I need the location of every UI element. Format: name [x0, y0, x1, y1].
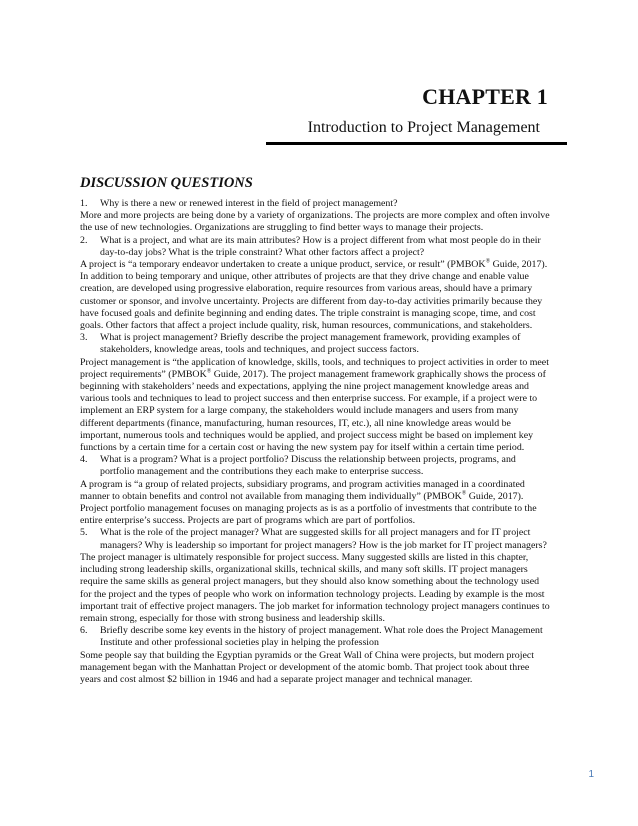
registered-mark: ®: [461, 490, 467, 497]
answer-6: [80, 650, 550, 687]
question-text: What is a program? What is a project portfolio? Discuss the relationship between projects, programs, and portfolio management and the contributions they each make to enterprise success.: [100, 454, 516, 478]
chapter-subtitle: Introduction to Project Management: [307, 119, 540, 136]
question-number: 6.: [80, 625, 88, 637]
title-rule: [266, 142, 567, 145]
question-number: 2.: [80, 234, 88, 246]
answer-text: Some people say that building the Egyptian pyramids or the Great Wall of China were projects, but modern project management began with the Manhattan Project or development of the atomic bomb. That project took about three years and cost almost $2 billion in 1946 and had a separate project manager and technical manager.: [80, 649, 534, 685]
answer-text: A project is “a temporary endeavor undertaken to create a unique product, service, or result” (PMBOK: [80, 259, 486, 271]
answer-text: More and more projects are being done by a variety of organizations. The projects are more complex and often involve the use of new technologies. Organizations are struggling to find better ways to manage their projects.: [80, 210, 550, 234]
question-4: [80, 454, 550, 478]
question-number: 3.: [80, 332, 88, 344]
question-number: 5.: [80, 527, 88, 539]
registered-mark: ®: [206, 368, 212, 375]
question-1: [80, 198, 550, 210]
discussion-questions: [80, 198, 550, 686]
section-heading: DISCUSSION QUESTIONS: [80, 175, 253, 191]
question-text: What is the role of the project manager? What are suggested skills for all project managers and for IT project managers? Why is leadership so important for project managers? How is the job market for IT project managers?: [100, 527, 547, 551]
question-number: 1.: [80, 198, 88, 209]
answer-text: Guide, 2017). Project portfolio management focuses on managing projects as is as a portfolio of investments that contribute to the entire enterprise’s success. Projects are part of programs which are part of portfolios.: [80, 490, 537, 527]
answer-text: Guide, 2017). The project management framework graphically shows the process of beginning with stakeholders’ needs and expectations, applying the nine project management knowledge areas and various tools and techniques to lead to project success and then enterprise success. For example, if a project were to implement an ERP system for a large company, the stakeholders would include managers and users from many different departments (finance, manufacturing, human resources, IT, etc.), all nine knowledge areas would be important, numerous tools and techniques would be applied, and project success might be based on implement key functions by a certain time for a certain cost or having the new system pay for itself within a certain time period.: [80, 368, 546, 454]
answer-4: [80, 479, 550, 528]
answer-1: [80, 210, 550, 234]
question-2: [80, 235, 550, 259]
question-6: [80, 625, 550, 649]
question-text: Why is there a new or renewed interest in the field of project management?: [100, 198, 398, 209]
question-text: What is a project, and what are its main attributes? How is a project different from what most people do in their day-to-day jobs? What is the triple constraint? What other factors affect a project?: [100, 234, 541, 258]
question-text: What is project management? Briefly describe the project management framework, providing examples of stakeholders, knowledge areas, tools and techniques, and project success factors.: [100, 332, 521, 356]
answer-text: A program is “a group of related projects, subsidiary programs, and program activities managed in a coordinated manner to obtain benefits and control not available from managing them individually” (PMBOK: [80, 478, 525, 502]
answer-text: Guide, 2017). In addition to being temporary and unique, other attributes of projects are that they drive change and enable value creation, are developed using progressive elaboration, require resources from various areas, should have a primary customer or sponsor, and involve uncertainty. Projects are different from day-to-day activities primarily because they have focused goals and definite beginning and ending dates. The triple constraint is managing scope, time, and cost goals. Other factors that affect a project include quality, risk, human resources, communications, and stakeholders.: [80, 259, 548, 332]
question-text: Briefly describe some key events in the history of project management. What role does the Project Management Institute and other professional societies play in helping the profession: [100, 625, 543, 649]
answer-text: The project manager is ultimately responsible for project success. Many suggested skills are listed in this chapter, including strong leadership skills, organizational skills, technical skills, and many soft skills. IT project managers require the same skills as general project managers, but they should also know something about the technology used for the project and the types of people who work on information technology projects. Leading by example is the most important trait of effective project managers. The job market for information technology project managers continues to remain strong, especially for those with strong business and leadership skills.: [80, 551, 550, 624]
page-number: 1: [588, 769, 594, 780]
question-3: [80, 332, 550, 356]
question-5: [80, 527, 550, 551]
answer-text: Project management is “the application of knowledge, skills, tools, and techniques to project activities in order to meet project requirements” (PMBOK: [80, 356, 549, 380]
question-number: 4.: [80, 454, 88, 466]
answer-2: [80, 259, 550, 332]
registered-mark: ®: [485, 258, 491, 265]
answer-3: [80, 357, 550, 455]
answer-5: [80, 552, 550, 625]
chapter-title: CHAPTER 1: [422, 84, 548, 109]
